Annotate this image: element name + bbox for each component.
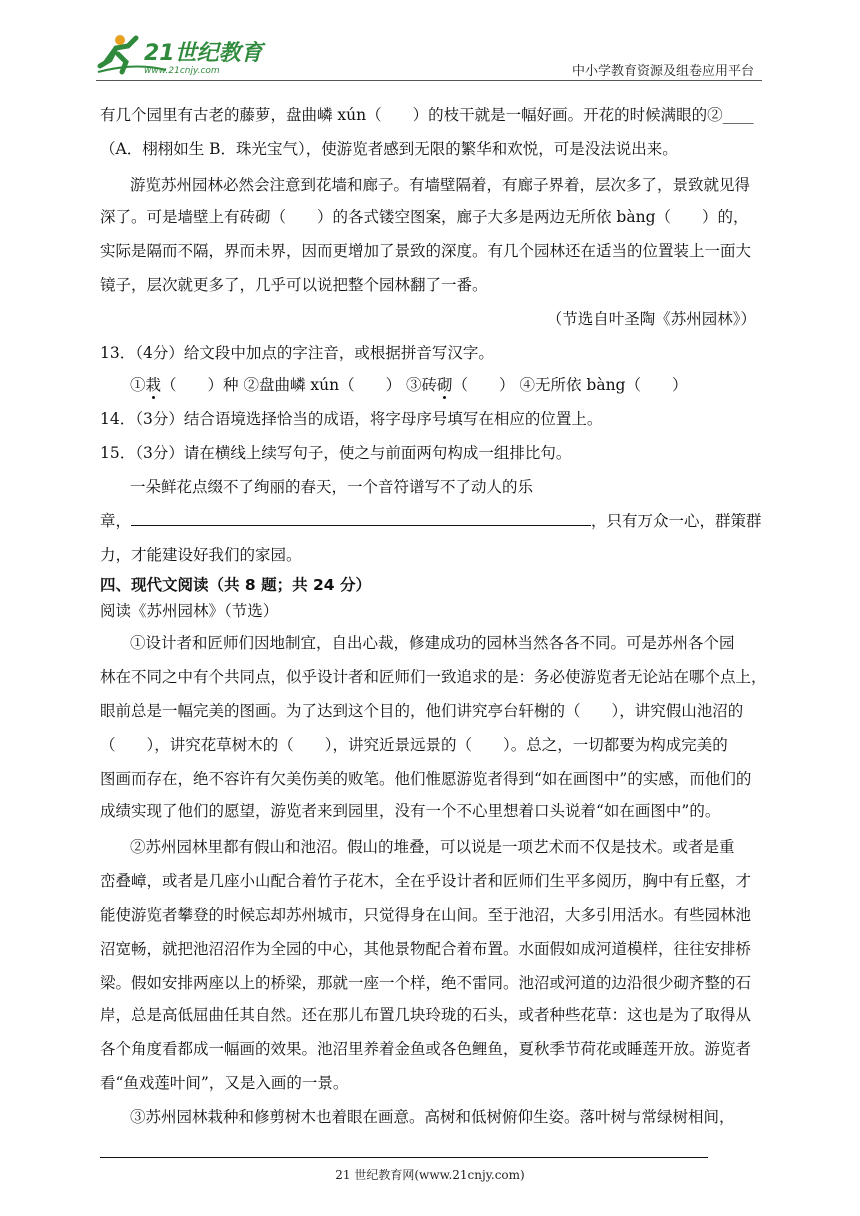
logo-url: www.21cnjy.com xyxy=(144,66,220,76)
text-line: 实际是隔而不隔，界而未界，因而更增加了景致的深度。有几个园林还在适当的位置装上一面大 xyxy=(100,242,752,260)
paragraph-2-line: 各个角度看都成一幅画的效果。池沼里养着金鱼或各色鲤鱼，夏秋季节荷花或睡莲开放。游览者 xyxy=(100,1040,752,1058)
q13-item-label: ① xyxy=(130,376,146,394)
question-15-prompt: 一朵鲜花点缀不了绚丽的春天，一个音符谱写不了动人的乐 xyxy=(130,478,534,496)
text-line: 深了。可是墙壁上有砖砌（ ）的各式镂空图案，廊子大多是两边无所依 bàng（ ）的， xyxy=(100,208,749,226)
answer-blank[interactable] xyxy=(131,511,591,526)
text-line: （A．栩栩如生 B．珠光宝气），使游览者感到无限的繁华和欢悦，可是没法说出来。 xyxy=(100,140,678,158)
paragraph-1-line: 林在不同之中有个共同点，似乎设计者和匠师们一致追求的是：务必使游览者无论站在哪个点上， xyxy=(100,668,767,686)
text-line: 有几个园里有古老的藤萝，盘曲嶙 xún（ ）的枝干就是一幅好画。开花的时候满眼的②____ xyxy=(100,106,754,124)
question-13: 13．（4分）给文段中加点的字注音，或根据拼音写汉字。 xyxy=(100,344,494,362)
question-13-items xyxy=(130,374,762,396)
paragraph-1-line: ①设计者和匠师们因地制宜，自出心裁，修建成功的园林当然各各不同。可是苏州各个园 xyxy=(130,634,735,652)
paragraph-1-line: （ ），讲究花草树木的（ ），讲究近景远景的（ ）。总之，一切都要为构成完美的 xyxy=(100,736,728,754)
footer-divider xyxy=(100,1157,708,1158)
paragraph-2-line: 沼宽畅，就把池沼沼作为全园的中心，其他景物配合着布置。水面假如成河道模样，往往安排桥 xyxy=(100,940,752,958)
paragraph-2-line: 岸，总是高低屈曲任其自然。还在那儿布置几块玲珑的石头，或者种些花草：这也是为了取得从 xyxy=(100,1006,752,1024)
question-14: 14．（3分）结合语境选择恰当的成语，将字母序号填写在相应的位置上。 xyxy=(100,410,603,428)
source-citation: （节选自叶圣陶《苏州园林》） xyxy=(546,310,756,328)
text-line: 镜子，层次就更多了，几乎可以说把整个园林翻了一番。 xyxy=(100,276,488,294)
q13-item-text: （ ）种 ②盘曲嶙 xún（ ） ③砖 xyxy=(161,376,438,394)
paragraph-1-line: 眼前总是一幅完美的图画。为了达到这个目的，他们讲究亭台轩榭的（ ），讲究假山池沼的 xyxy=(100,702,744,720)
question-15: 15．（3分）请在横线上续写句子，使之与前面两句构成一组排比句。 xyxy=(100,444,572,462)
site-logo xyxy=(96,32,266,78)
question-15-answer-line xyxy=(100,510,762,532)
page-footer: 21 世纪教育网(www.21cnjy.com) xyxy=(335,1168,525,1182)
dotted-char: 砌 xyxy=(437,376,453,394)
answer-start: 章， xyxy=(100,512,132,530)
reading-title: 阅读《苏州园林》（节选） xyxy=(100,602,279,620)
header-divider xyxy=(96,80,762,81)
page-header xyxy=(96,32,762,82)
section-heading: 四、现代文阅读（共 8 题；共 24 分） xyxy=(100,576,371,594)
paragraph-2-line: ②苏州园林里都有假山和池沼。假山的堆叠，可以说是一项艺术而不仅是技术。或者是重 xyxy=(130,838,735,856)
paragraph-2-line: 能使游览者攀登的时候忘却苏州城市，只觉得身在山间。至于池沼，大多引用活水。有些园林池 xyxy=(100,906,752,924)
text-line: 力，才能建设好我们的家园。 xyxy=(100,546,302,564)
paragraph-1-line: 成绩实现了他们的愿望，游览者来到园里，没有一个不心里想着口头说着“如在画图中”的。 xyxy=(100,802,721,820)
dotted-char: 栽 xyxy=(145,376,162,394)
answer-end: ，只有万众一心，群策群 xyxy=(591,512,762,530)
q13-item-text: （ ） ④无所依 bàng（ ） xyxy=(452,376,688,394)
paragraph-3-line: ③苏州园林栽种和修剪树木也着眼在画意。高树和低树俯仰生姿。落叶树与常绿树相间， xyxy=(130,1108,735,1126)
paragraph-2-line: 梁。假如安排两座以上的桥梁，那就一座一个样，绝不雷同。池沼或河道的边沿很少砌齐整的石 xyxy=(100,974,752,992)
paragraph-1-line: 图画而存在，绝不容许有欠美伤美的败笔。他们惟愿游览者得到“如在画图中”的实感，而他们的 xyxy=(100,770,752,788)
paragraph-2-line: 峦叠嶂，或者是几座小山配合着竹子花木，全在乎设计者和匠师们生平多阅历，胸中有丘壑，才 xyxy=(100,872,752,890)
platform-name: 中小学教育资源及组卷应用平台 xyxy=(571,64,754,79)
logo-wordmark: 21世纪教育 xyxy=(144,41,263,66)
text-line: 游览苏州园林必然会注意到花墙和廊子。有墙壁隔着，有廊子界着，层次多了，景致就见得 xyxy=(130,176,751,194)
paragraph-2-line: 看“鱼戏莲叶间”，又是入画的一景。 xyxy=(100,1074,349,1092)
